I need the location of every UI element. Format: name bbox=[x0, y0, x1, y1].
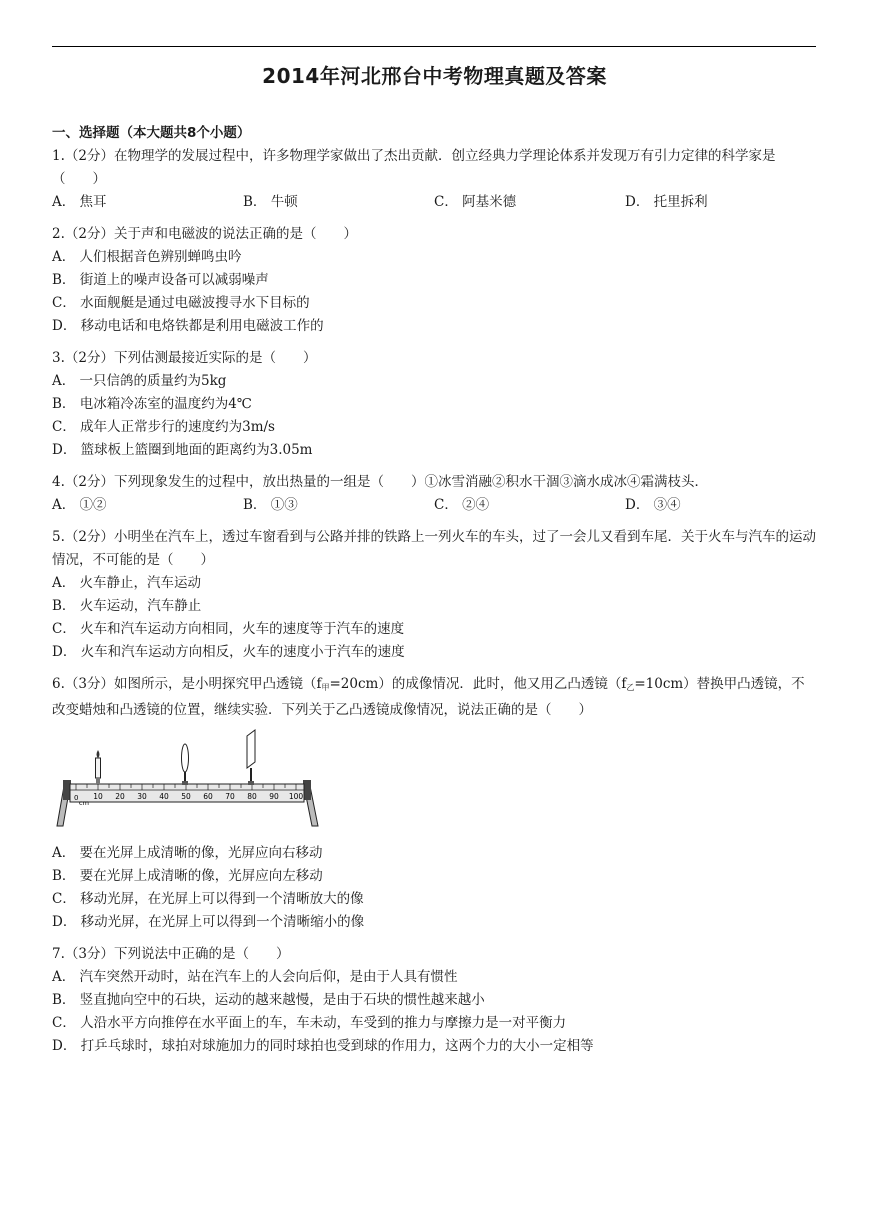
question-stem: 7.（3分）下列说法中正确的是（ ） bbox=[52, 946, 290, 962]
question-3 bbox=[52, 347, 816, 462]
question-stem: 2.（2分）关于声和电磁波的说法正确的是（ ） bbox=[52, 226, 357, 242]
ruler-label: 60 bbox=[203, 792, 213, 801]
ruler-label: 80 bbox=[247, 792, 257, 801]
exam-content bbox=[52, 122, 816, 1067]
question-1 bbox=[52, 145, 816, 214]
question-6-options bbox=[52, 842, 816, 934]
options bbox=[52, 246, 816, 338]
option-a: A． 火车静止，汽车运动 bbox=[52, 575, 202, 591]
option-c: C． 人沿水平方向推停在水平面上的车，车未动，车受到的推力与摩擦力是一对平衡力 bbox=[52, 1015, 567, 1031]
top-rule bbox=[52, 46, 816, 47]
option-b: B． 电冰箱冷冻室的温度约为4℃ bbox=[52, 396, 252, 412]
ruler-label: 90 bbox=[269, 792, 279, 801]
options bbox=[52, 494, 816, 517]
question-7 bbox=[52, 943, 816, 1058]
ruler-label: 30 bbox=[137, 792, 147, 801]
bench-right-support bbox=[303, 780, 318, 826]
options bbox=[52, 370, 816, 462]
ruler-label: 40 bbox=[159, 792, 169, 801]
question-stem: 4.（2分）下列现象发生的过程中，放出热量的一组是（ ）①冰雪消融②积水干涸③滴水成冰④霜满枝头． bbox=[52, 474, 708, 490]
light-screen bbox=[247, 730, 255, 785]
option-c: C． 阿基米德 bbox=[434, 194, 517, 210]
option-a: A． 汽车突然开动时，站在汽车上的人会向后仰，是由于人具有惯性 bbox=[52, 969, 458, 985]
ruler-label: 70 bbox=[225, 792, 235, 801]
question-stem: 3.（2分）下列估测最接近实际的是（ ） bbox=[52, 350, 317, 366]
option-b: B． 竖直抛向空中的石块，运动的越来越慢，是由于石块的惯性越来越小 bbox=[52, 992, 485, 1008]
option-c: C． 成年人正常步行的速度约为3m/s bbox=[52, 419, 275, 435]
optical-bench-figure bbox=[52, 728, 322, 828]
option-d: D． 移动光屏，在光屏上可以得到一个清晰缩小的像 bbox=[52, 914, 365, 930]
option-d: D． ③④ bbox=[625, 497, 681, 513]
option-d: D． 托里拆利 bbox=[625, 194, 708, 210]
option-b: B． 要在光屏上成清晰的像，光屏应向左移动 bbox=[52, 868, 323, 884]
question-list bbox=[52, 145, 816, 664]
options bbox=[52, 572, 816, 664]
option-a: A． ①② bbox=[52, 497, 107, 513]
option-d: D． 打乒乓球时，球拍对球施加力的同时球拍也受到球的作用力，这两个力的大小一定相等 bbox=[52, 1038, 594, 1054]
option-d: D． 移动电话和电烙铁都是利用电磁波工作的 bbox=[52, 318, 324, 334]
option-a: A． 焦耳 bbox=[52, 194, 107, 210]
candle bbox=[96, 750, 101, 784]
option-c: C． ②④ bbox=[434, 497, 490, 513]
option-b: B． 街道上的噪声设备可以减弱噪声 bbox=[52, 272, 269, 288]
convex-lens bbox=[182, 744, 189, 785]
ruler-label: 100 bbox=[288, 792, 304, 801]
option-a: A． 一只信鸽的质量约为5kg bbox=[52, 373, 227, 389]
option-d: D． 火车和汽车运动方向相反，火车的速度小于汽车的速度 bbox=[52, 644, 405, 660]
option-b: B． 牛顿 bbox=[243, 194, 298, 210]
section-heading: 一、选择题（本大题共8个小题） bbox=[52, 125, 251, 141]
ruler-label: 50 bbox=[181, 792, 191, 801]
question-stem: 6.（3分）如图所示，是小明探究甲凸透镜$(f_甲=20cm)$的成像情况．此时，他又用乙凸透镜$(f_乙=10cm)$替换甲凸透镜，不改变蜡烛和凸透镜的位置，继续实验．下列关于乙凸透镜成像情况，说法正确的是（ ） bbox=[52, 676, 805, 718]
question-4 bbox=[52, 471, 816, 517]
option-c: C． 移动光屏，在光屏上可以得到一个清晰放大的像 bbox=[52, 891, 364, 907]
ruler-label: 10 bbox=[93, 792, 103, 801]
ruler-unit-label: cm bbox=[79, 799, 89, 807]
option-d: D． 篮球板上篮圈到地面的距离约为3.05m bbox=[52, 442, 313, 458]
option-a: A． 要在光屏上成清晰的像，光屏应向右移动 bbox=[52, 845, 323, 861]
question-stem: 5.（2分）小明坐在汽车上，透过车窗看到与公路并排的铁路上一列火车的车头，过了一会儿又看到车尾．关于火车与汽车的运动情况，不可能的是（ ） bbox=[52, 529, 816, 568]
ruler-zero-label: 0 bbox=[74, 794, 79, 802]
option-b: B． ①③ bbox=[243, 497, 298, 513]
option-c: C． 水面舰艇是通过电磁波搜寻水下目标的 bbox=[52, 295, 310, 311]
bench-left-support bbox=[57, 780, 71, 826]
question-stem: 1.（2分）在物理学的发展过程中，许多物理学家做出了杰出贡献．创立经典力学理论体系并发现万有引力定律的科学家是（ ） bbox=[52, 148, 776, 187]
option-a: A． 人们根据音色辨别蝉鸣虫吟 bbox=[52, 249, 242, 265]
question-5 bbox=[52, 526, 816, 664]
options bbox=[52, 191, 816, 214]
option-c: C． 火车和汽车运动方向相同，火车的速度等于汽车的速度 bbox=[52, 621, 405, 637]
option-b: B． 火车运动，汽车静止 bbox=[52, 598, 202, 614]
ruler-label: 20 bbox=[115, 792, 125, 801]
page-title: 2014年河北邢台中考物理真题及答案 bbox=[262, 64, 607, 88]
question-7-options bbox=[52, 966, 816, 1058]
question-2 bbox=[52, 223, 816, 338]
question-6 bbox=[52, 673, 816, 934]
